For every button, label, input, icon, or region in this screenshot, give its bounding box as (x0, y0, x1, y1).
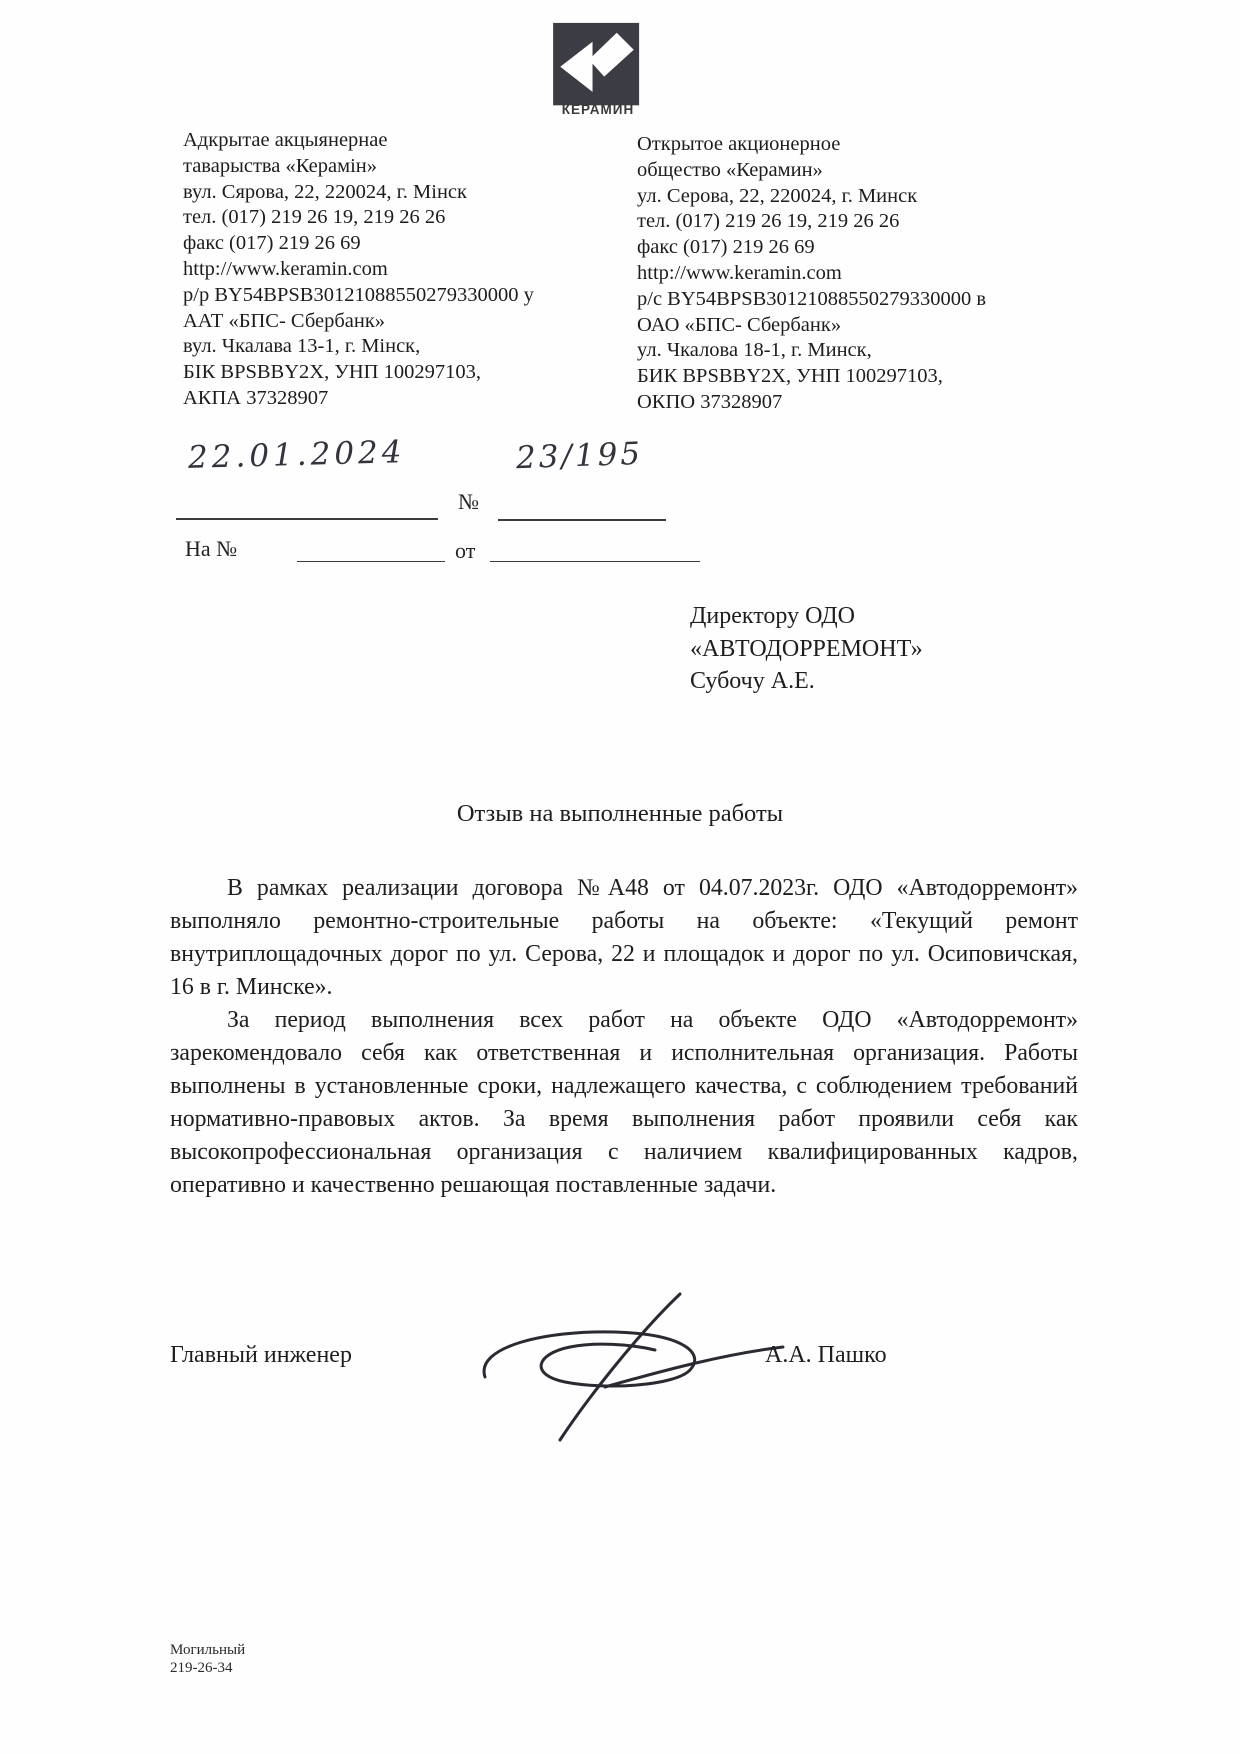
date-underline (176, 518, 438, 520)
executor-phone: 219-26-34 (170, 1660, 233, 1676)
addressee-line: «АВТОДОРРЕМОНТ» (690, 635, 923, 662)
letterhead-line: ул. Серова, 22, 220024, г. Минск (637, 184, 918, 207)
signatory-role-label: Главный инженер (170, 1342, 352, 1368)
letterhead-line: тел. (017) 219 26 19, 219 26 26 (183, 206, 446, 229)
letterhead-account-line: р/р BY54BPSB30121088550279330000 у (183, 283, 534, 306)
handwritten-signature-icon (455, 1292, 785, 1442)
letterhead-line: БИК BPSBBY2X, УНП 100297103, (637, 365, 943, 388)
letterhead-line: АКПА 37328907 (183, 386, 329, 409)
signatory-name: А.А. Пашко (765, 1342, 887, 1368)
body-paragraph: В рамках реализации договора №А48 от 04.07.2023г. ОДО «Автодорремонт» выполняло ремонтно-строительные работы на объекте: «Текущий ремонт внутриплощадочных дорог по ул. Серова, 22 и площадок и дорог по ул. Осиповичская, 16 в г. Минске». (170, 875, 1078, 1000)
letterhead-line: ОКПО 37328907 (637, 390, 783, 413)
letterhead-website: http://www.keramin.com (183, 257, 388, 280)
letterhead-line: общество «Керамин» (637, 158, 823, 181)
keramin-logo-icon (552, 22, 642, 108)
number-underline (498, 519, 666, 521)
letterhead-line: таварыства «Керамін» (183, 154, 378, 177)
letterhead-right-column (637, 132, 1077, 416)
logo-caption: КЕРАМИН (561, 102, 635, 117)
letterhead-line: вул. Сярова, 22, 220024, г. Мінск (183, 180, 467, 203)
from-date-label: от (455, 538, 476, 563)
letterhead-line: факс (017) 219 26 69 (637, 236, 815, 259)
letterhead-line: ул. Чкалова 18-1, г. Минск, (637, 339, 872, 362)
letterhead-website: http://www.keramin.com (637, 261, 842, 284)
number-sign-label: № (458, 489, 479, 514)
letterhead-line: вул. Чкалава 13-1, г. Мінск, (183, 335, 421, 358)
addressee-line: Субочу А.Е. (690, 668, 815, 694)
letterhead-line: тел. (017) 219 26 19, 219 26 26 (637, 210, 900, 233)
from-date-blank (490, 561, 700, 562)
letterhead-account-line: р/с BY54BPSB30121088550279330000 в (637, 287, 987, 310)
letterhead-line: ОАО «БПС- Сбербанк» (637, 313, 842, 336)
letterhead-line: БІК BPSBBY2X, УНП 100297103, (183, 361, 481, 384)
addressee-block (690, 600, 1050, 698)
letterhead-line: ААТ «БПС- Сбербанк» (183, 309, 386, 332)
reply-number-label: На № (185, 536, 238, 561)
letterhead-line: Открытое акционерное (637, 133, 841, 155)
executor-name: Могильный (170, 1642, 246, 1658)
executor-block (170, 1641, 245, 1677)
letterhead-line: факс (017) 219 26 69 (183, 232, 361, 255)
letter-body (170, 872, 1078, 1202)
letterhead-left-column (183, 128, 623, 412)
reply-number-blank (297, 561, 445, 562)
handwritten-date: 22.01.2024 (187, 434, 406, 476)
body-paragraph: За период выполнения всех работ на объекте ОДО «Автодорремонт» зарекомендовало себя как ответственная и исполнительная организация. Работы выполнены в установленные сроки, надлежащего качества, с соблюдением требований нормативно-правовых актов. За время выполнения работ проявили себя как высокопрофессиональная организация с наличием квалифицированных кадров, оперативно и качественно решающая поставленные задачи. (170, 1007, 1078, 1198)
document-title: Отзыв на выполненные работы (456, 800, 784, 827)
addressee-line: Директору ОДО (690, 603, 855, 629)
handwritten-outgoing-number: 23/195 (515, 435, 644, 477)
letterhead-line: Адкрытае акцыянернае (183, 129, 388, 151)
